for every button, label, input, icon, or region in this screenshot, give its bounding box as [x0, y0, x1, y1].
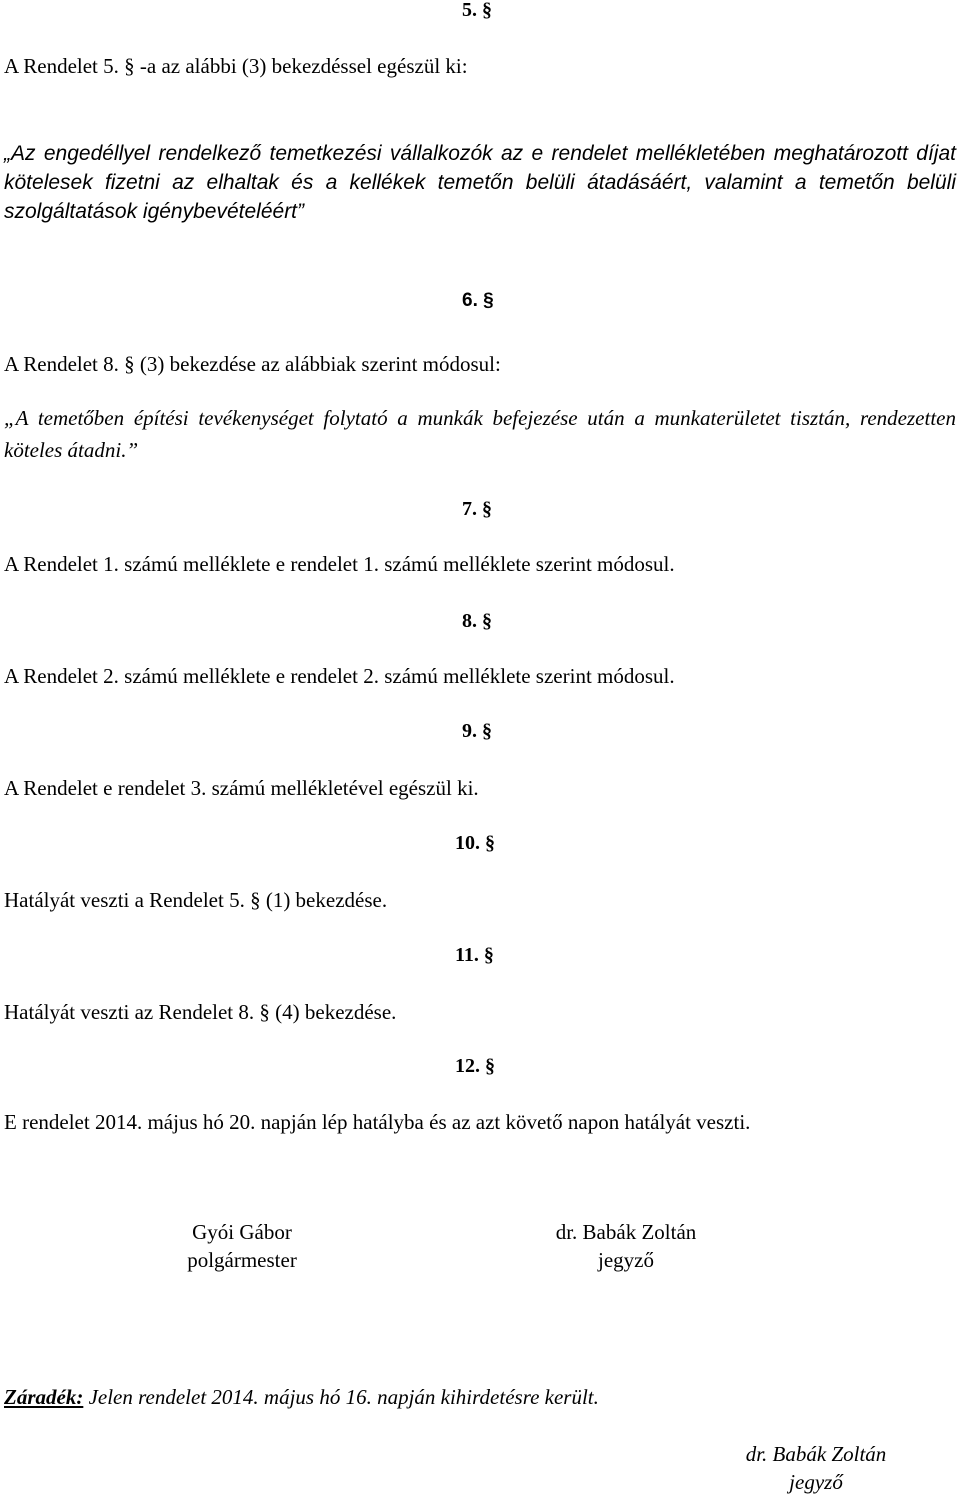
- signature-right: [516, 1218, 736, 1274]
- section-6-intro: A Rendelet 8. § (3) bekezdése az alábbiak szerint módosul:: [4, 352, 501, 376]
- section-12-text: E rendelet 2014. május hó 20. napján lép hatályba és az azt követő napon hatályát veszti.: [4, 1110, 751, 1134]
- section-7-heading: 7. §: [462, 498, 492, 520]
- section-8-heading: 8. §: [462, 610, 492, 632]
- section-9-text: A Rendelet e rendelet 3. számú mellékletével egészül ki.: [4, 776, 479, 800]
- closing-label: Záradék:: [4, 1385, 84, 1409]
- section-11-text: Hatályát veszti az Rendelet 8. § (4) bekezdése.: [4, 1000, 397, 1024]
- signature-right-name: dr. Babák Zoltán: [555, 1220, 697, 1244]
- closing-signer-name: dr. Babák Zoltán: [745, 1442, 887, 1466]
- section-12-heading: 12. §: [455, 1055, 495, 1077]
- section-11-heading: 11. §: [455, 944, 494, 966]
- section-5-intro: A Rendelet 5. § -a az alábbi (3) bekezdéssel egészül ki:: [4, 54, 468, 78]
- closing-signer: [716, 1440, 916, 1496]
- signature-left-title: polgármester: [187, 1248, 297, 1272]
- closing-signer-title: jegyző: [789, 1470, 843, 1494]
- section-10-heading: 10. §: [455, 832, 495, 854]
- section-5-quote: „Az engedéllyel rendelkező temetkezési vállalkozók az e rendelet mellékletében meghatározott díjat kötelesek fizetni az elhaltak és a kellékek temetőn belüli átadásáért, valamint a temetőn belüli szolgáltatások igénybevételéért”: [4, 142, 956, 223]
- section-6-heading: 6. §: [462, 290, 494, 311]
- section-9-heading: 9. §: [462, 720, 492, 742]
- closing-clause: [4, 1385, 599, 1410]
- section-8-text: A Rendelet 2. számú melléklete e rendelet 2. számú melléklete szerint módosul.: [4, 664, 675, 688]
- signature-left-name: Gyói Gábor: [192, 1220, 292, 1244]
- section-5-heading: 5. §: [462, 0, 492, 21]
- signature-right-title: jegyző: [598, 1248, 654, 1272]
- section-10-text: Hatályát veszti a Rendelet 5. § (1) bekezdése.: [4, 888, 388, 912]
- closing-text: Jelen rendelet 2014. május hó 16. napján kihirdetésre került.: [83, 1385, 599, 1409]
- section-7-text: A Rendelet 1. számú melléklete e rendelet 1. számú melléklete szerint módosul.: [4, 552, 675, 576]
- section-6-quote: „A temetőben építési tevékenységet folytató a munkák befejezése után a munkaterületet tisztán, rendezetten köteles átadni.”: [4, 406, 956, 462]
- signature-left: [142, 1218, 342, 1274]
